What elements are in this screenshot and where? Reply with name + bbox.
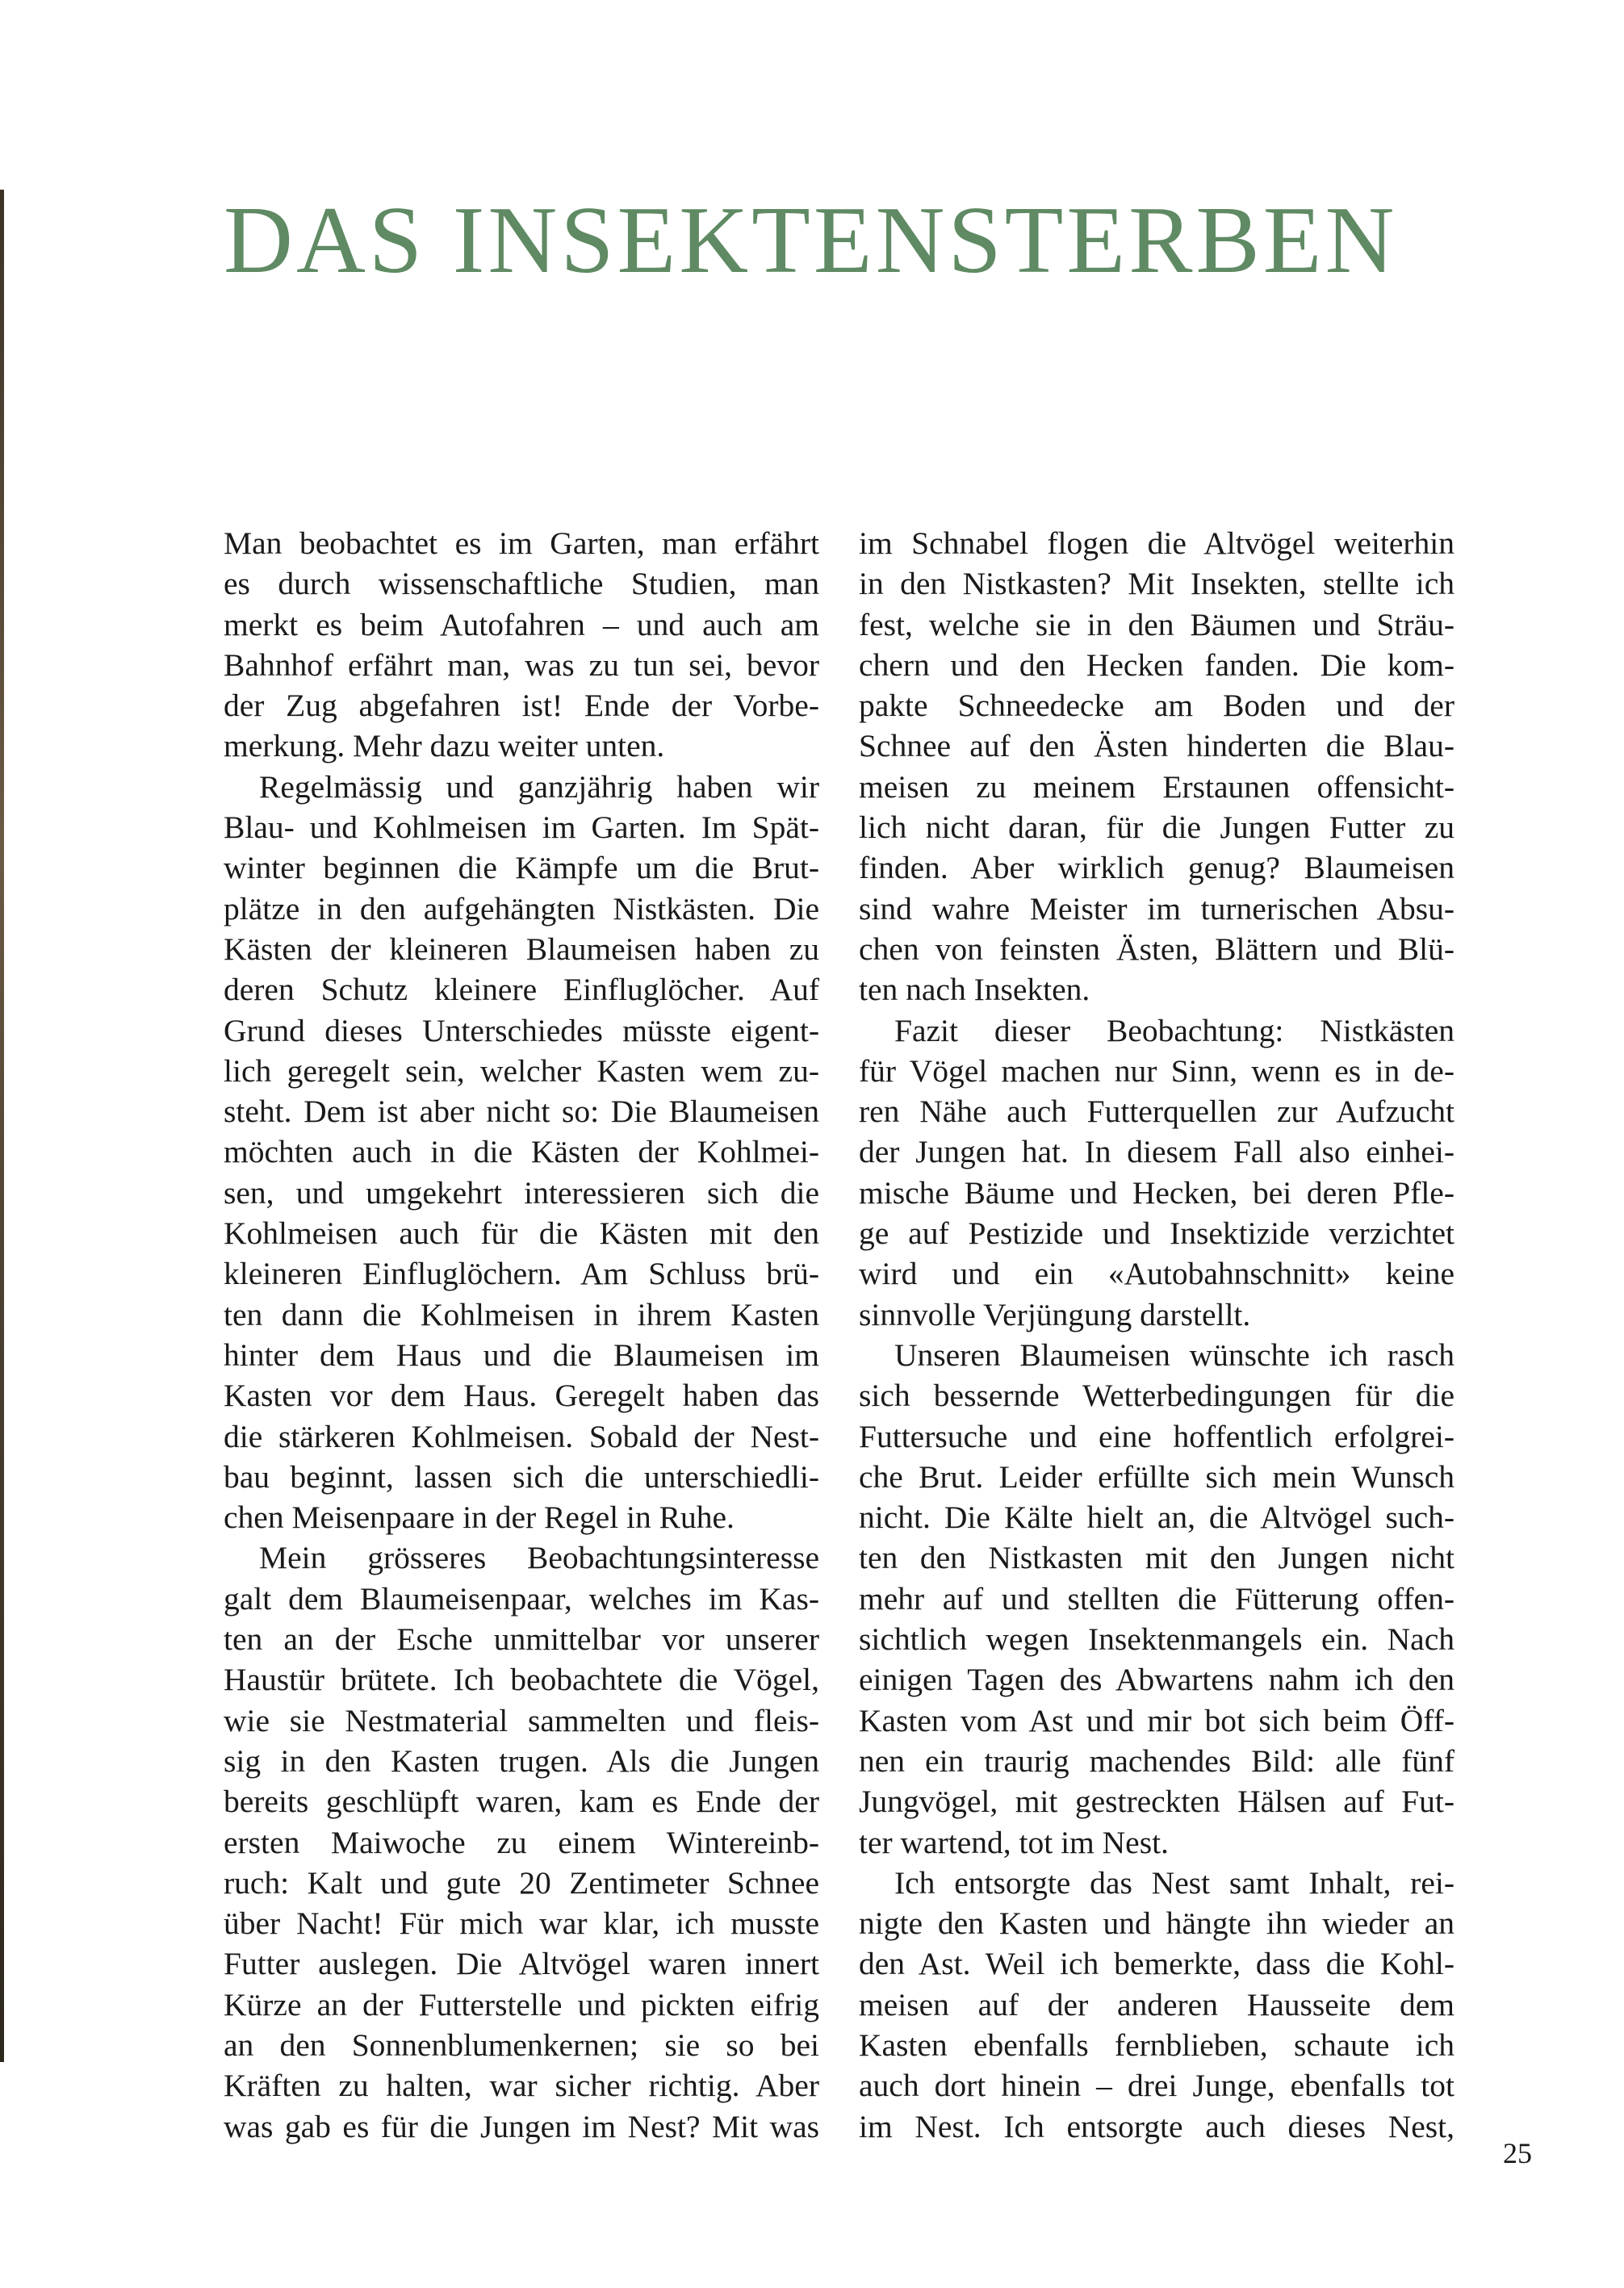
text-line: Kasten ebenfalls fernblieben, schaute ich <box>859 2027 1454 2063</box>
text-line: lich geregelt sein, welcher Kasten wem zu- <box>224 1052 819 1089</box>
text-line: bereits geschlüpft waren, kam es Ende der <box>224 1784 819 1820</box>
text-line: ten den Nistkasten mit den Jungen nicht <box>859 1540 1454 1576</box>
text-line: che Brut. Leider erfüllte sich mein Wunsch <box>859 1458 1454 1495</box>
text-line: Kasten vom Ast und mir bot sich beim Öff- <box>859 1702 1454 1738</box>
text-line: sich bessernde Wetterbedingungen für die <box>859 1378 1454 1414</box>
text-line: Kästen der kleineren Blaumeisen haben zu <box>224 931 819 967</box>
text-line: Futtersuche und eine hoffentlich erfolgrei- <box>859 1418 1454 1454</box>
text-line: ge auf Pestizide und Insektizide verzichtet <box>859 1215 1454 1252</box>
text-line: hinter dem Haus und die Blaumeisen im <box>224 1336 819 1373</box>
text-line: meisen zu meinem Erstaunen offensicht- <box>859 768 1454 805</box>
text-line: deren Schutz kleinere Einfluglöcher. Auf <box>224 972 819 1008</box>
text-line: Kräften zu halten, war sicher richtig. Aber <box>224 2068 819 2104</box>
text-line: nen ein traurig machendes Bild: alle fünf <box>859 1742 1454 1779</box>
text-line: mehr auf und stellten die Fütterung offen- <box>859 1580 1454 1617</box>
text-column-right <box>859 523 1454 2147</box>
text-line: für Vögel machen nur Sinn, wenn es in de- <box>859 1052 1454 1089</box>
text-line: Unseren Blaumeisen wünschte ich rasch <box>894 1336 1454 1373</box>
text-line: möchten auch in die Kästen der Kohlmei- <box>224 1134 819 1170</box>
text-line: sen, und umgekehrt interessieren sich die <box>224 1174 819 1211</box>
text-line: kleineren Einfluglöchern. Am Schluss brü- <box>224 1256 819 1292</box>
text-line: mische Bäume und Hecken, bei deren Pfle- <box>859 1174 1454 1211</box>
text-line: bau beginnt, lassen sich die unterschiedli- <box>224 1458 819 1495</box>
text-line: Schnee auf den Ästen hinderten die Blau- <box>859 728 1454 764</box>
text-line: Grund dieses Unterschiedes müsste eigent- <box>224 1012 819 1048</box>
text-line: Ich entsorgte das Nest samt Inhalt, rei- <box>894 1864 1454 1901</box>
text-line: Kasten vor dem Haus. Geregelt haben das <box>224 1378 819 1414</box>
text-line: ter wartend, tot im Nest. <box>859 1824 1169 1860</box>
text-line: im Schnabel flogen die Altvögel weiterhin <box>859 525 1454 561</box>
text-line: Regelmässig und ganzjährig haben wir <box>259 768 819 805</box>
text-line: über Nacht! Für mich war klar, ich musste <box>224 1905 819 1942</box>
text-line: wird und ein «Autobahnschnitt» keine <box>859 1256 1454 1292</box>
page-number: 25 <box>1503 2137 1532 2169</box>
text-line: Kürze an der Futterstelle und pickten eifrig <box>224 1986 819 2022</box>
text-line: Blau- und Kohlmeisen im Garten. Im Spät- <box>224 809 819 846</box>
text-line: Mein grösseres Beobachtungsinteresse <box>259 1540 819 1576</box>
text-line: den Ast. Weil ich bemerkte, dass die Kohl- <box>859 1946 1454 1982</box>
text-line: nicht. Die Kälte hielt an, die Altvögel such- <box>859 1500 1454 1536</box>
text-line: es durch wissenschaftliche Studien, man <box>224 566 819 602</box>
text-line: fest, welche sie in den Bäumen und Sträu- <box>859 606 1454 642</box>
text-line: in den Nistkasten? Mit Insekten, stellte ich <box>859 566 1454 602</box>
text-line: ruch: Kalt und gute 20 Zentimeter Schnee <box>224 1864 819 1901</box>
text-line: Jungvögel, mit gestreckten Hälsen auf Fut- <box>859 1784 1454 1820</box>
text-line: chern und den Hecken fanden. Die kom- <box>859 646 1454 683</box>
text-line: wie sie Nestmaterial sammelten und fleis- <box>224 1702 819 1738</box>
text-line: einigen Tagen des Abwartens nahm ich den <box>859 1662 1454 1698</box>
text-line: pakte Schneedecke am Boden und der <box>859 688 1454 724</box>
text-line: Fazit dieser Beobachtung: Nistkästen <box>894 1012 1454 1048</box>
text-line: Kohlmeisen auch für die Kästen mit den <box>224 1215 819 1252</box>
text-line: was gab es für die Jungen im Nest? Mit was <box>224 2108 819 2144</box>
text-line: sig in den Kasten trugen. Als die Jungen <box>224 1742 819 1779</box>
text-line: auch dort hinein – drei Junge, ebenfalls tot <box>859 2068 1454 2104</box>
text-line: steht. Dem ist aber nicht so: Die Blaumeisen <box>224 1094 819 1130</box>
text-line: chen von feinsten Ästen, Blättern und Blü- <box>859 931 1454 967</box>
text-line: Futter auslegen. Die Altvögel waren innert <box>224 1946 819 1982</box>
text-line: winter beginnen die Kämpfe um die Brut- <box>224 850 819 886</box>
text-line: merkung. Mehr dazu weiter unten. <box>224 728 665 764</box>
text-line: an den Sonnenblumenkernen; sie so bei <box>224 2027 819 2063</box>
text-line: sichtlich wegen Insektenmangels ein. Nach <box>859 1621 1454 1658</box>
text-line: der Zug abgefahren ist! Ende der Vorbe- <box>224 688 819 724</box>
text-line: galt dem Blaumeisenpaar, welches im Kas- <box>224 1580 819 1617</box>
text-line: meisen auf der anderen Hausseite dem <box>859 1986 1454 2022</box>
text-line: der Jungen hat. In diesem Fall also einhei- <box>859 1134 1454 1170</box>
text-line: merkt es beim Autofahren – und auch am <box>224 606 819 642</box>
text-line: sinnvolle Verjüngung darstellt. <box>859 1296 1251 1332</box>
page-binding-edge <box>0 190 4 2062</box>
text-line: finden. Aber wirklich genug? Blaumeisen <box>859 850 1454 886</box>
text-line: ren Nähe auch Futterquellen zur Aufzucht <box>859 1094 1454 1130</box>
text-line: Bahnhof erfährt man, was zu tun sei, bevor <box>224 646 819 683</box>
text-line: chen Meisenpaare in der Regel in Ruhe. <box>224 1500 735 1536</box>
text-line: plätze in den aufgehängten Nistkästen. Die <box>224 890 819 926</box>
text-line: Man beobachtet es im Garten, man erfährt <box>224 525 819 561</box>
text-line: ersten Maiwoche zu einem Wintereinb- <box>224 1824 819 1860</box>
text-line: ten nach Insekten. <box>859 972 1090 1008</box>
text-line: im Nest. Ich entsorgte auch dieses Nest, <box>859 2108 1454 2144</box>
text-line: sind wahre Meister im turnerischen Absu- <box>859 890 1454 926</box>
chapter-title: DAS INSEKTENSTERBEN <box>224 186 1398 293</box>
text-line: ten an der Esche unmittelbar vor unserer <box>224 1621 819 1658</box>
text-line: nigte den Kasten und hängte ihn wieder an <box>859 1905 1454 1942</box>
text-line: lich nicht daran, für die Jungen Futter zu <box>859 809 1454 846</box>
text-column-left <box>224 523 819 2147</box>
text-line: die stärkeren Kohlmeisen. Sobald der Nest- <box>224 1418 819 1454</box>
text-line: Haustür brütete. Ich beobachtete die Vögel, <box>224 1662 819 1698</box>
text-line: ten dann die Kohlmeisen in ihrem Kasten <box>224 1296 819 1332</box>
